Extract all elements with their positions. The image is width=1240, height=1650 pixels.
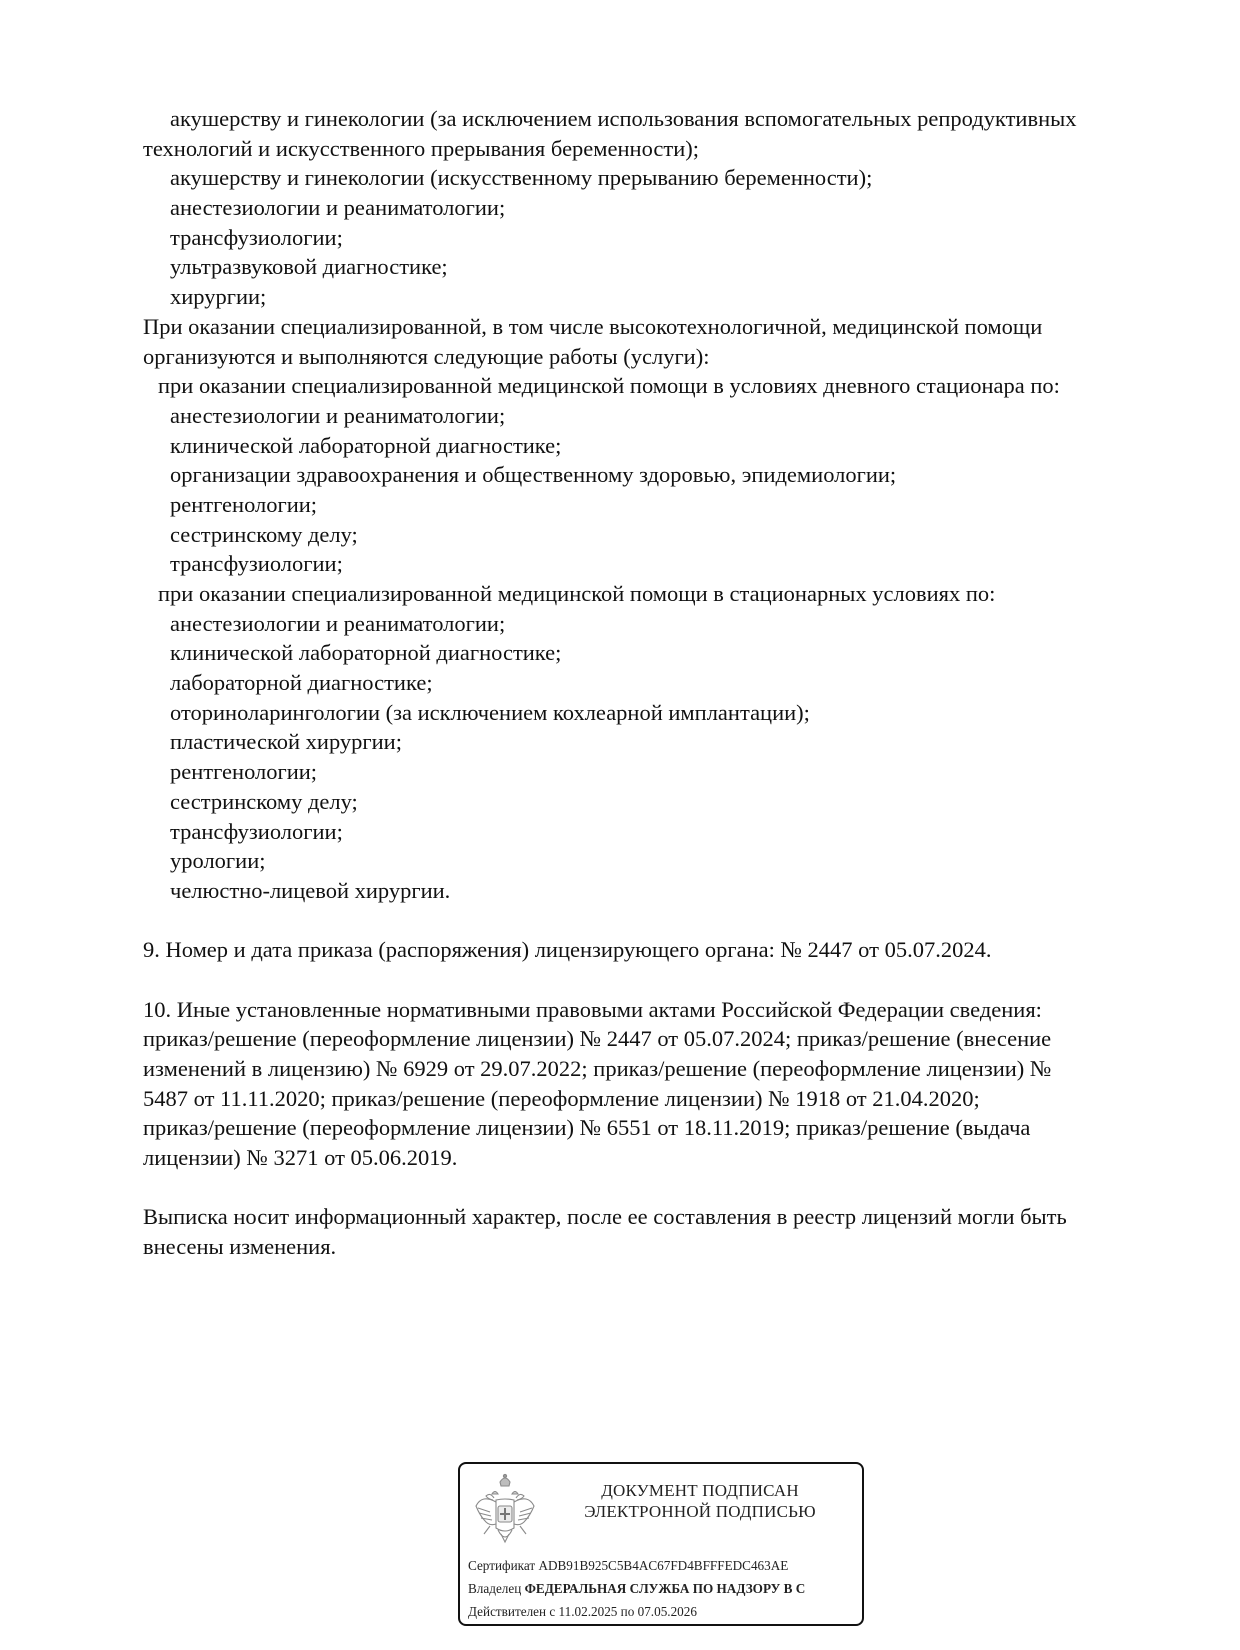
list-item: сестринскому делу;: [170, 788, 358, 814]
section-heading: При оказании специализированной, в том числе высокотехнологичной, медицинской помощи: [143, 313, 1043, 339]
list-item: челюстно-лицевой хирургии.: [170, 877, 451, 903]
disclaimer-line: Выписка носит информационный характер, после ее составления в реестр лицензий могли быть: [143, 1204, 1067, 1230]
list-item: трансфузиологии;: [170, 224, 343, 250]
list-item: акушерству и гинекологии (за исключением использования вспомогательных репродуктивных: [170, 106, 1077, 131]
certificate-label: Сертификат: [468, 1558, 536, 1573]
stamp-title: [550, 1480, 850, 1522]
russian-coat-of-arms-icon: [472, 1472, 538, 1550]
list-item: трансфузиологии;: [170, 551, 343, 577]
section-10-line: 10. Иные установленные нормативными правовыми актами Российской Федерации сведения:: [143, 996, 1042, 1022]
section-10-line: приказ/решение (переоформление лицензии) № 2447 от 05.07.2024; приказ/решение (внесение: [143, 1026, 1052, 1052]
list-item: анестезиологии и реаниматологии;: [170, 402, 506, 428]
list-item: трансфузиологии;: [170, 818, 343, 844]
list-item: рентгенологии;: [170, 759, 318, 785]
list-item: ультразвуковой диагностике;: [170, 254, 448, 280]
subsection-heading-day-hospital: при оказании специализированной медицинской помощи в условиях дневного стационара по:: [158, 373, 1060, 399]
spacer: [143, 906, 1173, 936]
owner-label: Владелец: [468, 1581, 522, 1596]
disclaimer: [143, 1202, 1173, 1261]
list-item: рентгенологии;: [170, 491, 318, 517]
list-item: урологии;: [170, 848, 266, 874]
spacer: [143, 965, 1173, 995]
document-body: [143, 104, 1173, 1262]
list-item: пластической хирургии;: [170, 729, 402, 755]
list-item: сестринскому делу;: [170, 521, 358, 547]
section-10-line: приказ/решение (переоформление лицензии) № 6551 от 18.11.2019; приказ/решение (выдача: [143, 1115, 1031, 1141]
subsection-heading-inpatient: при оказании специализированной медицинской помощи в стационарных условиях по:: [158, 581, 996, 606]
section-9-order-number: 9. Номер и дата приказа (распоряжения) лицензирующего органа: № 2447 от 05.07.2024.: [143, 937, 992, 963]
validity-row: Действителен с 11.02.2025 по 07.05.2026: [468, 1604, 697, 1619]
list-item: лабораторной диагностике;: [170, 670, 433, 696]
list-item: анестезиологии и реаниматологии;: [170, 610, 506, 636]
list-item: анестезиологии и реаниматологии;: [170, 195, 506, 221]
owner-row: [468, 1577, 864, 1600]
list-item: организации здравоохранения и общественному здоровью, эпидемиологии;: [170, 462, 897, 488]
disclaimer-line: внесены изменения.: [143, 1234, 337, 1260]
list-item-continuation: технологий и искусственного прерывания беременности);: [143, 135, 700, 161]
electronic-signature-stamp: [458, 1462, 864, 1626]
list-item: оториноларингологии (за исключением кохлеарной имплантации);: [170, 699, 810, 725]
section-10-line: 5487 от 11.11.2020; приказ/решение (переоформление лицензии) № 1918 от 21.04.2020;: [143, 1085, 980, 1111]
section-heading-continuation: организуются и выполняются следующие работы (услуги):: [143, 343, 710, 369]
list-item: акушерству и гинекологии (искусственному прерыванию беременности);: [170, 165, 873, 191]
certificate-row: [468, 1554, 864, 1577]
list-item: клинической лабораторной диагностике;: [170, 640, 562, 666]
section-10-other-info: [143, 995, 1173, 1173]
certificate-value: ADB91B925C5B4AC67FD4BFFFEDC463AE: [538, 1558, 789, 1573]
section-10-line: изменений в лицензию) № 6929 от 29.07.2022; приказ/решение (переоформление лицензии) №: [143, 1056, 1052, 1081]
stamp-details: [468, 1554, 864, 1623]
list-item: клинической лабораторной диагностике;: [170, 432, 562, 458]
owner-value: ФЕДЕРАЛЬНАЯ СЛУЖБА ПО НАДЗОРУ В С: [524, 1581, 806, 1596]
spacer: [143, 1173, 1173, 1203]
section-10-line: лицензии) № 3271 от 05.06.2019.: [143, 1145, 458, 1171]
stamp-title-line-2: ЭЛЕКТРОННОЙ ПОДПИСЬЮ: [584, 1502, 816, 1521]
list-item: хирургии;: [170, 284, 267, 310]
stamp-title-line-1: ДОКУМЕНТ ПОДПИСАН: [601, 1481, 799, 1500]
